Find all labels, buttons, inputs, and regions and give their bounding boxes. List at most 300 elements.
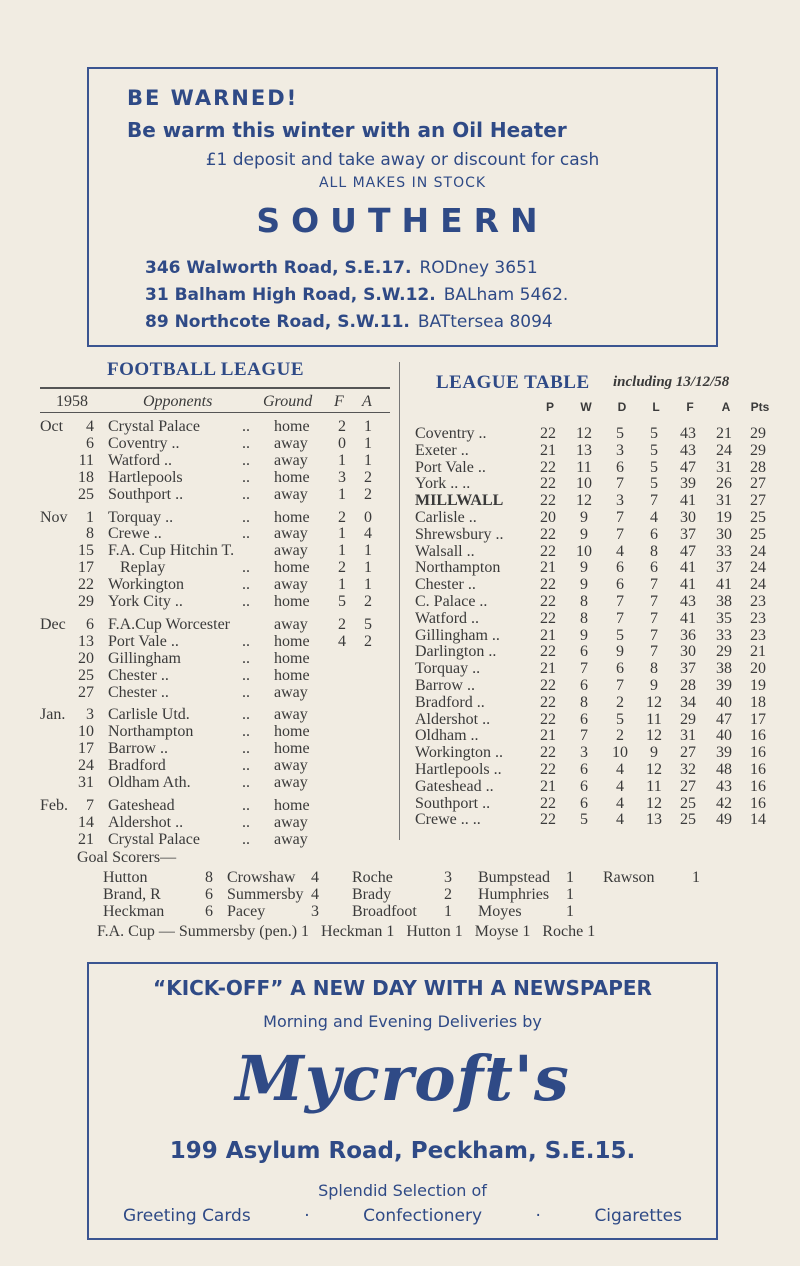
fixture-ground: away [274, 774, 308, 791]
table-value: 8 [650, 660, 658, 678]
fixture-for: 1 [338, 451, 346, 469]
table-value: 30 [716, 525, 732, 543]
table-value: 22 [540, 525, 556, 543]
fixture-opponent: Carlisle Utd. [108, 706, 190, 724]
scorer-name: Hutton [103, 869, 148, 886]
table-value: 34 [680, 693, 696, 711]
table-team: Exeter .. [415, 441, 469, 459]
fixture-opponent: Gillingham [108, 649, 181, 667]
table-value: 41 [680, 609, 696, 627]
table-value: 25 [680, 811, 696, 829]
fixture-for: 1 [338, 485, 346, 503]
table-value: 22 [540, 794, 556, 812]
table-team: Oldham .. [415, 727, 479, 745]
table-value: 43 [680, 425, 696, 442]
table-value: 25 [750, 525, 766, 543]
table-value: 21 [540, 559, 556, 577]
fixture-day: 20 [78, 649, 94, 667]
table-value: 7 [580, 660, 588, 678]
column-divider [399, 362, 400, 840]
fixture-day: 8 [86, 525, 94, 543]
fixture-ground: home [274, 723, 310, 741]
fixture-dots: .. [242, 485, 250, 503]
table-value: 39 [716, 744, 732, 762]
fixture-for: 2 [338, 559, 346, 577]
phone-text: RODney 3651 [419, 258, 538, 278]
fixture-day: 1 [86, 508, 94, 526]
table-value: 36 [680, 626, 696, 644]
table-value: 12 [646, 794, 662, 812]
fixture-opponent: Barrow .. [108, 740, 168, 758]
table-value: 22 [540, 576, 556, 594]
table-value: 22 [540, 761, 556, 778]
fixture-against: 1 [364, 542, 372, 560]
fixture-dots: .. [242, 525, 250, 543]
table-value: 19 [716, 509, 732, 526]
table-value: 22 [540, 542, 556, 560]
fixture-month: Feb. [40, 796, 68, 814]
table-team: Crewe .. .. [415, 811, 481, 829]
table-col-header: L [652, 400, 660, 414]
scorer-goals: 3 [444, 869, 452, 886]
advert-address [145, 258, 538, 278]
table-value: 47 [716, 710, 732, 728]
table-value: 6 [580, 761, 588, 778]
fixture-ground: home [274, 632, 310, 650]
table-value: 7 [650, 492, 658, 510]
scorer-goals: 1 [444, 903, 452, 920]
table-value: 7 [616, 509, 624, 526]
advert-item: Cigarettes [594, 1206, 682, 1226]
table-col-header: W [580, 400, 592, 414]
table-value: 16 [750, 761, 766, 778]
scorer-name: Heckman [103, 903, 165, 920]
scorer-goals: 6 [205, 886, 213, 903]
scorer-name: Rawson [603, 869, 655, 886]
fixture-ground: away [274, 485, 308, 503]
fixtures-top-rule [40, 387, 390, 389]
scorer-goals: 1 [566, 886, 574, 903]
fixture-opponent: F.A. Cup Hitchin T. [108, 542, 235, 560]
table-value: 47 [680, 458, 696, 476]
advert-offer: £1 deposit and take away or discount for cash [205, 150, 600, 170]
fixture-ground: away [274, 706, 308, 724]
table-value: 7 [616, 677, 624, 694]
scorer-goals: 3 [311, 903, 319, 920]
fixture-opponent: Aldershot .. [108, 813, 184, 831]
table-team: MILLWALL [415, 492, 504, 510]
table-value: 6 [616, 660, 624, 678]
table-value: 27 [750, 492, 766, 510]
fixture-day: 18 [78, 468, 94, 486]
advert-address: 199 Asylum Road, Peckham, S.E.15. [169, 1138, 636, 1164]
fixture-ground: home [274, 593, 310, 610]
separator-dot: · [304, 1206, 310, 1226]
fixture-day: 11 [78, 451, 94, 469]
fixtures-a-header: A [362, 393, 372, 410]
table-value: 6 [580, 643, 588, 661]
table-value: 21 [540, 777, 556, 795]
table-team: Chester .. [415, 576, 476, 594]
fixture-opponent: Crystal Palace [108, 830, 200, 848]
table-value: 4 [616, 794, 624, 812]
fixture-dots: .. [242, 418, 250, 435]
fixture-day: 22 [78, 576, 94, 594]
table-value: 9 [580, 525, 588, 543]
table-value: 35 [716, 609, 732, 627]
fixtures-ground-header: Ground [263, 393, 313, 410]
table-value: 16 [750, 727, 766, 745]
fixture-ground: home [274, 666, 310, 684]
advert-brand: SOUTHERN [256, 201, 549, 240]
fixture-ground: away [274, 757, 308, 775]
table-value: 43 [716, 777, 732, 795]
scorer-name: Humphries [478, 886, 550, 903]
table-value: 12 [646, 727, 662, 745]
scorer-goals: 1 [692, 869, 700, 886]
advert-item: Confectionery [363, 1206, 483, 1226]
fixture-against: 2 [364, 593, 372, 610]
table-value: 4 [616, 761, 624, 778]
table-value: 37 [680, 525, 696, 543]
table-value: 29 [716, 643, 732, 661]
fixture-day: 15 [78, 542, 94, 560]
table-value: 16 [750, 744, 766, 762]
table-col-header: F [686, 400, 694, 414]
scorer-name: Bumpstead [478, 869, 550, 886]
fixture-opponent: Coventry .. [108, 434, 180, 452]
table-value: 12 [576, 425, 592, 442]
scorer-goals: 8 [205, 869, 213, 886]
table-team: Northampton [415, 559, 501, 577]
league-table-title: LEAGUE TABLE [436, 372, 590, 393]
fixture-month: Nov [40, 508, 68, 526]
table-value: 19 [750, 677, 766, 694]
table-value: 49 [716, 811, 732, 829]
scorer-goals: 1 [566, 869, 574, 886]
advert-subheadline: Be warm this winter with an Oil Heater [127, 118, 567, 142]
fixture-dots: .. [242, 593, 250, 610]
table-value: 9 [580, 559, 588, 577]
fixture-dots: .. [242, 559, 250, 577]
table-value: 22 [540, 475, 556, 493]
table-value: 3 [580, 744, 588, 762]
fixture-ground: home [274, 468, 310, 486]
table-team: Torquay .. [415, 660, 481, 678]
table-value: 25 [750, 509, 766, 526]
advert-item: Greeting Cards [123, 1206, 251, 1226]
fixture-day: 10 [78, 723, 94, 741]
fixture-ground: away [274, 542, 308, 560]
table-value: 6 [650, 559, 658, 577]
table-team: Workington .. [415, 744, 504, 762]
table-value: 29 [750, 425, 766, 442]
scorer-goals: 4 [311, 886, 319, 903]
advert-brand-logo: Mycroft's [235, 1042, 570, 1115]
fixture-dots: .. [242, 830, 250, 848]
table-value: 29 [680, 710, 696, 728]
table-team: Shrewsbury .. [415, 525, 504, 543]
table-team: Walsall .. [415, 542, 475, 560]
table-team: Port Vale .. [415, 458, 486, 476]
table-value: 27 [680, 777, 696, 795]
table-value: 43 [680, 593, 696, 610]
table-team: Gateshead .. [415, 777, 494, 795]
goal-scorers-title: Goal Scorers— [77, 849, 177, 866]
fixture-for: 1 [338, 542, 346, 560]
fixture-against: 5 [364, 615, 372, 633]
fixture-for: 4 [338, 632, 346, 650]
scorer-name: Broadfoot [352, 903, 417, 920]
table-value: 40 [716, 727, 732, 745]
table-value: 41 [716, 576, 732, 594]
fixture-opponent: Chester .. [108, 666, 169, 684]
table-value: 16 [750, 794, 766, 812]
table-col-header: D [617, 400, 627, 414]
scorer-name: Roche [352, 869, 393, 886]
table-value: 7 [650, 626, 658, 644]
fixtures-header-rule [40, 412, 390, 413]
fixture-dots: .. [242, 757, 250, 775]
fixture-against: 2 [364, 485, 372, 503]
table-value: 8 [580, 609, 588, 627]
table-value: 33 [716, 626, 732, 644]
fixture-dots: .. [242, 723, 250, 741]
fixture-day: 24 [78, 757, 94, 775]
table-value: 5 [580, 811, 588, 829]
fixture-ground: away [274, 525, 308, 543]
table-value: 39 [716, 677, 732, 694]
table-value: 7 [650, 593, 658, 610]
table-value: 6 [580, 794, 588, 812]
table-value: 37 [680, 660, 696, 678]
table-value: 40 [716, 693, 732, 711]
table-value: 22 [540, 744, 556, 762]
table-value: 6 [580, 777, 588, 795]
table-value: 41 [680, 559, 696, 577]
table-value: 6 [616, 576, 624, 594]
table-team: York .. .. [415, 475, 471, 493]
table-value: 37 [716, 559, 732, 577]
fixture-dots: .. [242, 706, 250, 724]
table-value: 6 [616, 559, 624, 577]
fixture-day: 6 [86, 615, 94, 633]
address-text: 89 Northcote Road, S.W.11. [145, 312, 410, 332]
fixture-against: 1 [364, 434, 372, 452]
fixture-against: 1 [364, 418, 372, 435]
table-value: 16 [750, 777, 766, 795]
fixture-day: 21 [78, 830, 94, 848]
table-value: 27 [680, 744, 696, 762]
table-value: 4 [650, 509, 658, 526]
table-team: Watford .. [415, 609, 480, 627]
table-value: 22 [540, 458, 556, 476]
table-value: 47 [680, 542, 696, 560]
table-value: 31 [716, 458, 732, 476]
fixture-opponent: Watford .. [108, 451, 173, 469]
table-value: 23 [750, 626, 766, 644]
table-value: 12 [646, 761, 662, 778]
table-value: 8 [580, 593, 588, 610]
fixture-against: 1 [364, 576, 372, 594]
table-value: 3 [616, 441, 624, 459]
table-value: 22 [540, 811, 556, 829]
table-value: 5 [616, 710, 624, 728]
table-value: 10 [576, 542, 592, 560]
table-value: 22 [540, 643, 556, 661]
fixture-opponent: Chester .. [108, 683, 169, 701]
advert-subheadline: Morning and Evening Deliveries by [263, 1012, 542, 1031]
table-value: 33 [716, 542, 732, 560]
table-value: 28 [750, 458, 766, 476]
table-value: 4 [616, 811, 624, 829]
scorer-goals: 1 [566, 903, 574, 920]
table-team: Barrow .. [415, 677, 475, 694]
league-table-subtitle: including 13/12/58 [613, 374, 730, 390]
fixture-month: Jan. [40, 706, 66, 724]
fixture-opponent: Replay [108, 559, 166, 577]
phone-text: BATtersea 8094 [417, 312, 553, 332]
advert-items [123, 1206, 682, 1226]
fixture-for: 2 [338, 418, 346, 435]
fixtures-year-header: 1958 [56, 393, 88, 410]
table-value: 31 [716, 492, 732, 510]
fixture-for: 1 [338, 576, 346, 594]
table-team: Gillingham .. [415, 626, 500, 644]
separator-dot: · [535, 1206, 541, 1226]
fixture-opponent: Crewe .. [108, 525, 162, 543]
table-value: 21 [540, 441, 556, 459]
fixture-ground: away [274, 813, 308, 831]
address-text: 346 Walworth Road, S.E.17. [145, 258, 412, 278]
table-value: 5 [650, 425, 658, 442]
fixtures-title: FOOTBALL LEAGUE [107, 359, 305, 380]
table-value: 21 [716, 425, 732, 442]
table-team: Hartlepools .. [415, 761, 502, 778]
table-team: Southport .. [415, 794, 491, 812]
table-value: 20 [540, 509, 556, 526]
fixture-opponent: Workington [108, 576, 185, 594]
fixture-against: 0 [364, 508, 372, 526]
table-value: 28 [680, 677, 696, 694]
table-value: 22 [540, 492, 556, 510]
table-value: 38 [716, 660, 732, 678]
table-value: 7 [650, 643, 658, 661]
table-value: 17 [750, 710, 766, 728]
fixture-for: 0 [338, 434, 346, 452]
fixture-ground: home [274, 740, 310, 758]
table-value: 31 [680, 727, 696, 745]
fixture-ground: away [274, 683, 308, 701]
table-value: 13 [576, 441, 592, 459]
table-value: 42 [716, 794, 732, 812]
table-team: Aldershot .. [415, 710, 491, 728]
table-value: 11 [646, 710, 662, 728]
fixture-ground: away [274, 830, 308, 848]
table-value: 5 [650, 458, 658, 476]
scorer-goals: 2 [444, 886, 452, 903]
fixture-dots: .. [242, 632, 250, 650]
fixture-against: 2 [364, 632, 372, 650]
fixture-ground: home [274, 418, 310, 435]
fixture-dots: .. [242, 683, 250, 701]
fixture-day: 13 [78, 632, 94, 650]
table-value: 41 [680, 492, 696, 510]
advert-address [145, 285, 568, 305]
fixture-against: 2 [364, 468, 372, 486]
table-value: 6 [616, 458, 624, 476]
fixture-dots: .. [242, 796, 250, 814]
address-text: 31 Balham High Road, S.W.12. [145, 285, 436, 305]
scorer-name: Pacey [227, 903, 266, 920]
fixture-opponent: Northampton [108, 723, 194, 741]
advert-headline: “KICK-OFF” A NEW DAY WITH A NEWSPAPER [153, 976, 652, 1000]
table-col-header: P [545, 400, 554, 414]
fixture-day: 25 [78, 666, 94, 684]
fixture-against: 1 [364, 559, 372, 577]
table-value: 9 [650, 677, 658, 694]
table-value: 9 [580, 509, 588, 526]
table-value: 5 [616, 626, 624, 644]
fixture-for: 1 [338, 525, 346, 543]
facup-scorers: F.A. Cup — Summersby (pen.) 1 Heckman 1 Hutton 1 Moyse 1 Roche 1 [97, 923, 596, 940]
table-value: 18 [750, 693, 766, 711]
table-value: 3 [616, 492, 624, 510]
table-team: C. Palace .. [415, 593, 488, 610]
fixture-ground: away [274, 615, 308, 633]
advert-address [145, 312, 553, 332]
fixtures-f-header: F [334, 393, 344, 410]
table-value: 9 [580, 626, 588, 644]
table-value: 11 [646, 777, 662, 795]
table-value: 48 [716, 761, 732, 778]
table-value: 6 [580, 710, 588, 728]
table-value: 20 [750, 660, 766, 678]
fixture-ground: away [274, 434, 308, 452]
scorer-goals: 6 [205, 903, 213, 920]
fixture-against: 1 [364, 451, 372, 469]
table-team: Bradford .. [415, 693, 485, 711]
table-value: 2 [616, 693, 624, 711]
table-value: 4 [616, 777, 624, 795]
table-value: 5 [650, 441, 658, 459]
fixture-day: 31 [78, 774, 94, 791]
fixture-ground: home [274, 796, 310, 814]
table-col-header: Pts [750, 400, 770, 414]
table-value: 7 [616, 475, 624, 493]
table-value: 10 [612, 744, 628, 762]
fixture-day: 17 [78, 740, 94, 758]
table-value: 27 [750, 475, 766, 493]
table-team: Coventry .. [415, 425, 487, 442]
fixture-ground: home [274, 508, 310, 526]
table-value: 7 [650, 576, 658, 594]
advert-selection: Splendid Selection of [318, 1181, 487, 1200]
fixture-day: 7 [86, 796, 94, 814]
fixture-for: 5 [338, 593, 346, 610]
table-value: 5 [650, 475, 658, 493]
table-value: 38 [716, 593, 732, 610]
fixture-for: 2 [338, 508, 346, 526]
table-value: 30 [680, 643, 696, 661]
table-value: 7 [616, 525, 624, 543]
fixture-opponent: Crystal Palace [108, 418, 200, 435]
table-value: 2 [616, 727, 624, 745]
table-value: 22 [540, 609, 556, 627]
table-value: 22 [540, 693, 556, 711]
table-value: 9 [616, 643, 624, 661]
table-value: 24 [716, 441, 732, 459]
